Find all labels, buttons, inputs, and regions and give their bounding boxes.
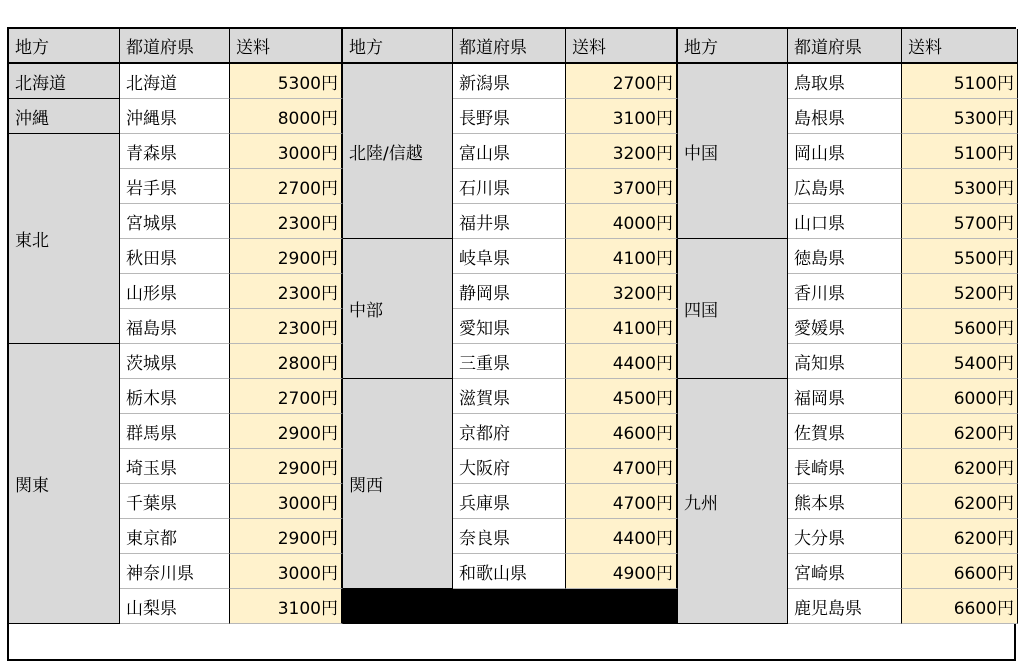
- prefecture-cell: 福岡県: [788, 379, 902, 414]
- prefecture-cell: 岩手県: [120, 169, 230, 204]
- fee-cell: 3100円: [230, 589, 343, 624]
- fee-cell: 5500円: [902, 239, 1018, 274]
- region-cell: 東北: [9, 134, 120, 344]
- prefecture-cell: 新潟県: [453, 64, 566, 99]
- fee-cell: 4700円: [566, 449, 678, 484]
- fee-cell: 4600円: [566, 414, 678, 449]
- prefecture-cell: 広島県: [788, 169, 902, 204]
- fee-cell: 4100円: [566, 239, 678, 274]
- prefecture-cell: 兵庫県: [453, 484, 566, 519]
- fee-cell: 6200円: [902, 484, 1018, 519]
- prefecture-cell: 愛知県: [453, 309, 566, 344]
- prefecture-cell: 栃木県: [120, 379, 230, 414]
- region-cell: 中国: [678, 64, 788, 239]
- prefecture-cell: 長崎県: [788, 449, 902, 484]
- fee-cell: 6000円: [902, 379, 1018, 414]
- fee-cell: 6600円: [902, 554, 1018, 589]
- header-fee: 送料: [902, 29, 1018, 64]
- prefecture-cell: 長野県: [453, 99, 566, 134]
- fee-cell: 4900円: [566, 554, 678, 589]
- prefecture-cell: 三重県: [453, 344, 566, 379]
- fee-cell: 2900円: [230, 449, 343, 484]
- prefecture-cell: 和歌山県: [453, 554, 566, 589]
- prefecture-cell: 北海道: [120, 64, 230, 99]
- fee-cell: 2300円: [230, 309, 343, 344]
- prefecture-cell: 徳島県: [788, 239, 902, 274]
- prefecture-cell: 静岡県: [453, 274, 566, 309]
- fee-cell: 5100円: [902, 134, 1018, 169]
- fee-cell: 4500円: [566, 379, 678, 414]
- prefecture-cell: 山形県: [120, 274, 230, 309]
- prefecture-cell: 島根県: [788, 99, 902, 134]
- prefecture-cell: 群馬県: [120, 414, 230, 449]
- header-region: 地方: [343, 29, 453, 64]
- prefecture-cell: 沖縄県: [120, 99, 230, 134]
- prefecture-cell: 鳥取県: [788, 64, 902, 99]
- prefecture-cell: 石川県: [453, 169, 566, 204]
- prefecture-cell: 埼玉県: [120, 449, 230, 484]
- prefecture-cell: 京都府: [453, 414, 566, 449]
- prefecture-cell: 岐阜県: [453, 239, 566, 274]
- fee-cell: 3200円: [566, 274, 678, 309]
- fee-cell: 4400円: [566, 344, 678, 379]
- shipping-fee-table: [7, 27, 1016, 661]
- prefecture-cell: 富山県: [453, 134, 566, 169]
- prefecture-cell: 青森県: [120, 134, 230, 169]
- prefecture-cell: 香川県: [788, 274, 902, 309]
- prefecture-cell: 大分県: [788, 519, 902, 554]
- fee-cell: 6200円: [902, 449, 1018, 484]
- header-prefecture: 都道府県: [120, 29, 230, 64]
- region-cell: 中部: [343, 239, 453, 379]
- prefecture-cell: 高知県: [788, 344, 902, 379]
- fee-cell: 5400円: [902, 344, 1018, 379]
- fee-cell: 8000円: [230, 99, 343, 134]
- fee-cell: 5300円: [902, 169, 1018, 204]
- prefecture-cell: 宮城県: [120, 204, 230, 239]
- fee-cell: 5100円: [902, 64, 1018, 99]
- fee-cell: 2900円: [230, 239, 343, 274]
- fee-cell: 2700円: [566, 64, 678, 99]
- fee-cell: 2800円: [230, 344, 343, 379]
- fee-cell: 2900円: [230, 414, 343, 449]
- prefecture-cell: 山梨県: [120, 589, 230, 624]
- prefecture-cell: 滋賀県: [453, 379, 566, 414]
- fee-cell: 4700円: [566, 484, 678, 519]
- fee-cell: 5300円: [230, 64, 343, 99]
- prefecture-cell: 大阪府: [453, 449, 566, 484]
- fee-cell: 6600円: [902, 589, 1018, 624]
- header-prefecture: 都道府県: [788, 29, 902, 64]
- fee-cell: 2300円: [230, 204, 343, 239]
- prefecture-cell: 岡山県: [788, 134, 902, 169]
- fee-cell: 3700円: [566, 169, 678, 204]
- prefecture-cell: 茨城県: [120, 344, 230, 379]
- fee-cell: 5700円: [902, 204, 1018, 239]
- header-fee: 送料: [230, 29, 343, 64]
- prefecture-cell: 秋田県: [120, 239, 230, 274]
- region-cell: 関西: [343, 379, 453, 589]
- prefecture-cell: 福島県: [120, 309, 230, 344]
- prefecture-cell: 千葉県: [120, 484, 230, 519]
- prefecture-cell: 宮崎県: [788, 554, 902, 589]
- fee-cell: 3000円: [230, 554, 343, 589]
- region-cell: 北海道: [9, 64, 120, 99]
- fee-cell: 5300円: [902, 99, 1018, 134]
- prefecture-cell: 神奈川県: [120, 554, 230, 589]
- fee-cell: 3200円: [566, 134, 678, 169]
- prefecture-cell: 熊本県: [788, 484, 902, 519]
- header-fee: 送料: [566, 29, 678, 64]
- fee-cell: 2700円: [230, 169, 343, 204]
- fee-cell: 3100円: [566, 99, 678, 134]
- fee-cell: 5200円: [902, 274, 1018, 309]
- fee-cell: 3000円: [230, 484, 343, 519]
- header-prefecture: 都道府県: [453, 29, 566, 64]
- region-cell: 九州: [678, 379, 788, 624]
- fee-cell: 2700円: [230, 379, 343, 414]
- prefecture-cell: 福井県: [453, 204, 566, 239]
- fee-cell: 5600円: [902, 309, 1018, 344]
- prefecture-cell: 山口県: [788, 204, 902, 239]
- prefecture-cell: 愛媛県: [788, 309, 902, 344]
- fee-cell: 4100円: [566, 309, 678, 344]
- prefecture-cell: 奈良県: [453, 519, 566, 554]
- empty-filled-block: [343, 589, 678, 624]
- fee-cell: 6200円: [902, 414, 1018, 449]
- region-cell: 四国: [678, 239, 788, 379]
- region-cell: 沖縄: [9, 99, 120, 134]
- fee-cell: 4000円: [566, 204, 678, 239]
- header-region: 地方: [678, 29, 788, 64]
- fee-cell: 2900円: [230, 519, 343, 554]
- fee-cell: 2300円: [230, 274, 343, 309]
- header-region: 地方: [9, 29, 120, 64]
- region-cell: 関東: [9, 344, 120, 624]
- fee-cell: 3000円: [230, 134, 343, 169]
- fee-cell: 6200円: [902, 519, 1018, 554]
- fee-cell: 4400円: [566, 519, 678, 554]
- prefecture-cell: 東京都: [120, 519, 230, 554]
- prefecture-cell: 鹿児島県: [788, 589, 902, 624]
- region-cell: 北陸/信越: [343, 64, 453, 239]
- prefecture-cell: 佐賀県: [788, 414, 902, 449]
